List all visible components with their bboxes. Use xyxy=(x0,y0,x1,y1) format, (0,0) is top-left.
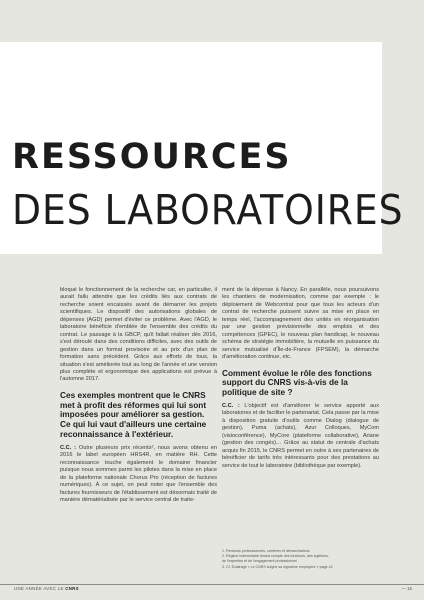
running-footer xyxy=(14,586,79,591)
right-paragraph-1: ment de la dépense à Nancy. En parallèle, nous poursuivons les chantiers de modernisation, comme par exemple : le déploiement de Webcontrat pour que tous les acteurs d'un contrat de recherche puissent suivre sa mise en place en temps réel, l'accompagnement des unités en réorganisation par une gestion prévisionnelle des emplois et des compétences (GPEC), le nouveau plan handicap, le nouveau schéma de stratégie immobilière, la mutuelle en puissance du service mutualisé d'Île-de-France (FPSEM), la démarche d'amélioration continue, etc. xyxy=(222,287,379,361)
page-number: — 15 xyxy=(401,586,412,591)
left-paragraph-1: bloqué le fonctionnement de la recherche car, en particulier, il aurait fallu attendre que les crédits liés aux contrats de recherche soient encaissés avant de démarrer les projets scientifiques. Le dispositif des autorisations globales de dépenses (AGD) permet d'éviter ce problème. Avec l'AGD, le laboratoire bénéficie d'emblée de l'ensemble des crédits du contrat. Le passage à la GBCP, qu'il fallait réaliser dès 2016, s'est déroulé dans des conditions difficiles, avec des outils de gestion dans un format provisoire et au prix d'un plan de formation sans précédent. Grâce aux efforts de tous, la situation s'est améliorée tout au long de l'année et une version plus complète et ergonomique des applications est prévue à l'automne 2017. xyxy=(60,287,217,383)
page-number-value: 15 xyxy=(407,586,412,591)
running-footer-brand: CNRS xyxy=(65,586,79,591)
running-footer-text: UNE ANNÉE AVEC LE xyxy=(14,586,64,591)
left-paragraph-2 xyxy=(60,445,217,505)
left-answer-initials: C.C. : xyxy=(60,444,76,451)
left-question: Ces exemples montrent que le CNRS met à profit des réformes qui lui sont imposées pour améliorer sa gestion. Ce qui lui vaut d'ailleurs une certaine reconnaissance à l'extérieur. xyxy=(60,389,207,440)
right-question: Comment évolue le rôle des fonctions support du CNRS vis-à-vis de la politique de site ? xyxy=(222,367,372,398)
page-title-line-2: DES LABORATOIRES xyxy=(12,186,404,234)
footnote: de l'expertise et de l'engagement professionnel xyxy=(222,559,297,564)
title-panel xyxy=(0,42,404,254)
footnote: 1. Pensions professionnels, carrières et démarchations xyxy=(222,549,310,553)
footer-divider xyxy=(0,584,424,585)
page-title-line-1: RESSOURCES xyxy=(12,137,292,177)
footnote: 2. Régime indemnitaire tenant compte des fonctions, des sujétions, xyxy=(222,554,329,559)
right-paragraph-2 xyxy=(222,403,379,470)
footnote: 3. Cf. Éclairage « Le CNRS soigne sa signature employeur » page 42 xyxy=(222,564,333,569)
right-answer-text: L'objectif est d'améliorer le service apporté aux laboratoires et de faciliter le partenariat. Cela passe par la mise à disposition gratuite d'outils comme Dialog (dialogue de gestion), Puma (achats), Azur Colloques, MyCom (visioconférence), MyCore (plateforme collaborative), Ariane (gestion des congés)… Grâce au statut de centrale d'achats acquis fin 2015, le CNRS permet en outre à ses partenaires de bénéficier de tarifs très intéressants pour des prestations au service de tout le laboratoire (bibliothèque par exemple). xyxy=(222,402,380,469)
right-answer-initials: C.C. : xyxy=(222,402,240,409)
left-column xyxy=(60,287,217,505)
right-column xyxy=(222,287,379,470)
footnotes xyxy=(222,549,382,570)
left-answer-text: Outre plusieurs prix récents², nous avons obtenu en 2016 le label européen HRS4R, en matière RH. Cette reconnaissance touche également le domaine financier puisque nous sommes parmi les pilotes dans la mise en place de la plateforme nationale Chorus Pro (réception de factures numériques). À ce sujet, on peut noter que l'ensemble des factures fournisseurs de l'établissement est désormais traité de manière dématérialisée par le service central de traite- xyxy=(60,444,217,504)
